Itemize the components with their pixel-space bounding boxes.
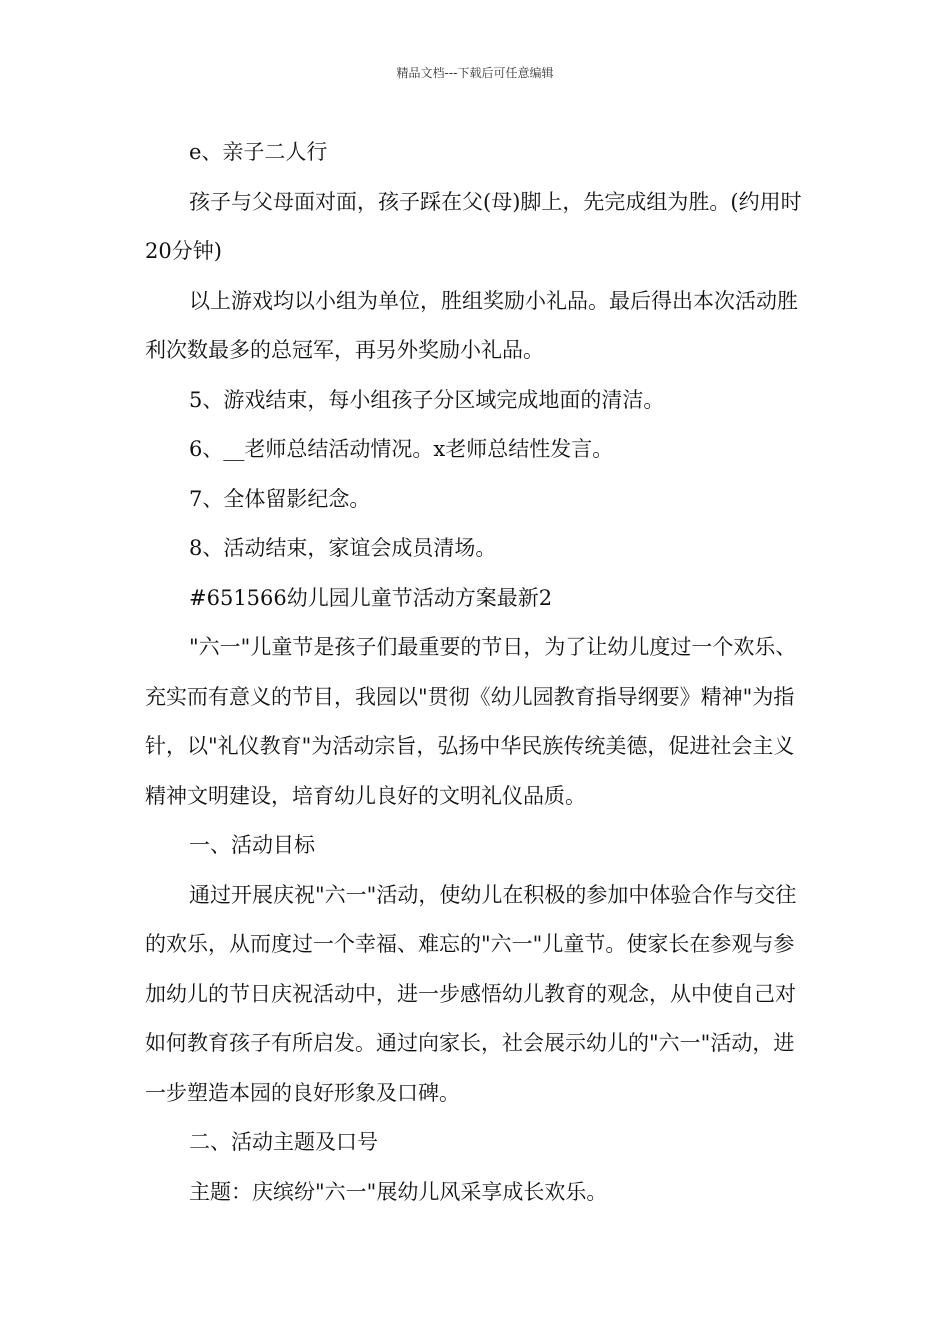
paragraph: 通过开展庆祝"六一"活动，使幼儿在积极的参加中体验合作与交往的欢乐，从而度过一个幸福、难忘的"六一"儿童节。使家长在参观与参加幼儿的节日庆祝活动中，进一步感悟幼儿教育的观念，从中使自己对如何教育孩子有所启发。通过向家长，社会展示幼儿的"六一"活动，进一步塑造本园的良好形象及口碑。 [145,882,797,1105]
paragraph: 6、__老师总结活动情况。x老师总结性发言。 [189,437,614,461]
page-header: 精品文档---下载后可任意编辑 [396,66,554,80]
paragraph: 5、游戏结束，每小组孩子分区域完成地面的清洁。 [189,387,665,412]
section-heading: 二、活动主题及口号 [189,1130,378,1154]
paragraph: 8、活动结束，家谊会成员清场。 [189,536,497,560]
paragraph: 7、全体留影纪念。 [189,486,371,511]
paragraph: 以上游戏均以小组为单位，胜组奖励小礼品。最后得出本次活动胜利次数最多的总冠军，再另外奖励小礼品。 [145,288,798,362]
paragraph: 孩子与父母面对面，孩子踩在父(母)脚上，先完成组为胜。(约用时20分钟) [145,189,802,263]
section-heading: #651566幼儿园儿童节活动方案最新2 [189,585,553,610]
paragraph: 主题：庆缤纷"六一"展幼儿风采享成长欢乐。 [189,1179,608,1204]
document-body [145,128,810,1217]
paragraph: "六一"儿童节是孩子们最重要的节日，为了让幼儿度过一个欢乐、充实而有意义的节目，我园以"贯彻《幼儿园教育指导纲要》精神"为指针，以"礼仪教育"为活动宗旨，弘扬中华民族传统美德，促进社会主义精神文明建设，培育幼儿良好的文明礼仪品质。 [145,635,797,808]
paragraph: e、亲子二人行 [189,140,328,164]
section-heading: 一、活动目标 [189,833,315,857]
